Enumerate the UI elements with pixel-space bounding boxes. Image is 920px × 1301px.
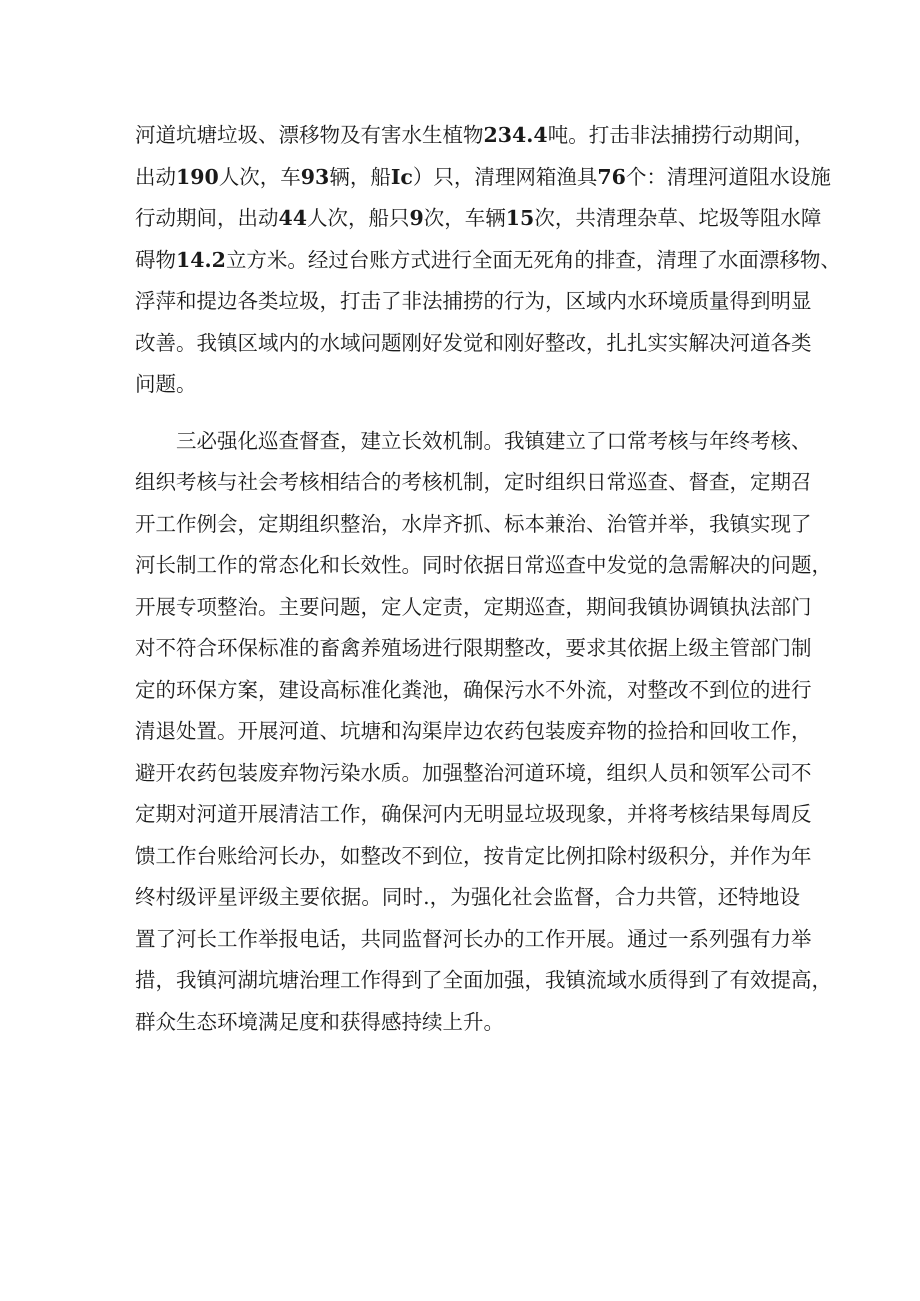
paragraph-line: 行动期间，出动44人次，船只9次，车辆15次，共清理杂草、坨圾等阻水障 [135, 206, 822, 230]
paragraph-line: 问题。 [135, 372, 197, 396]
paragraph-line: 措，我镇河湖坑塘治理工作得到了全面加强，我镇流域水质得到了有效提高， [135, 968, 832, 992]
paragraph-1 [135, 115, 841, 406]
paragraph-line: 出动190人次，车93辆，船Ic）只，清理网箱渔具76个：清理河道阻水设施 [135, 164, 831, 189]
paragraph-line: 避开农药包装废弃物污染水质。加强整治河道环境，组织人员和领军公司不 [135, 760, 812, 785]
paragraph-line: 河道坑塘垃圾、漂移物及有害水生植物234.4吨。打击非法捕捞行动期间， [135, 123, 815, 147]
paragraph-line: 三必强化巡查督查，建立长效机制。我镇建立了口常考核与年终考核、 [176, 428, 812, 453]
paragraph-line: 浮萍和提边各类垃圾，打击了非法捕捞的行为，区域内水环境质量得到明显 [135, 289, 812, 313]
paragraph-line: 终村级评星评级主要依据。同时.，为强化社会监督，合力共管，还特地设 [135, 885, 800, 909]
paragraph-line: 组织考核与社会考核相结合的考核机制，定时组织日常巡查、督查，定期召 [135, 470, 812, 494]
paragraph-line: 定的环保方案，建设高标准化粪池，确保污水不外流，对整改不到位的进行 [135, 677, 812, 702]
paragraph-line: 清退处置。开展河道、坑塘和沟渠岸边农药包装废弃物的捡拾和回收工作， [135, 719, 812, 743]
paragraph-line: 河长制工作的常态化和长效性。同时依据日常巡查中发觉的急需解决的问题， [135, 553, 832, 577]
paragraph-line: 对不符合环保标准的畜禽养殖场进行限期整改，要求其依据上级主管部门制 [135, 636, 812, 660]
paragraph-line: 开工作例会，定期组织整治，水岸齐抓、标本兼治、治管并举，我镇实现了 [135, 511, 812, 536]
paragraph-line: 群众生态环境满足度和获得感持续上升。 [135, 1009, 504, 1034]
paragraph-line: 开展专项整治。主要问题，定人定责，定期巡查，期间我镇协调镇执法部门 [135, 594, 812, 619]
paragraph-line: 置了河长工作举报电话，共同监督河长办的工作开展。通过一系列强有力举 [135, 926, 812, 951]
paragraph-line: 馈工作台账给河长办，如整改不到位，按肯定比例扣除村级积分，并作为年 [135, 843, 812, 868]
paragraph-2 [135, 421, 832, 1044]
paragraph-line: 碍物14.2立方米。经过台账方式进行全面无死角的排查，清理了水面漂移物、 [135, 247, 841, 272]
paragraph-line: 定期对河道开展清洁工作，确保河内无明显垃圾现象，并将考核结果每周反 [135, 802, 812, 826]
document-body [135, 115, 841, 1043]
paragraph-line: 改善。我镇区域内的水域问题刚好发觉和刚好整改，扎扎实实解决河道各类 [135, 330, 812, 355]
